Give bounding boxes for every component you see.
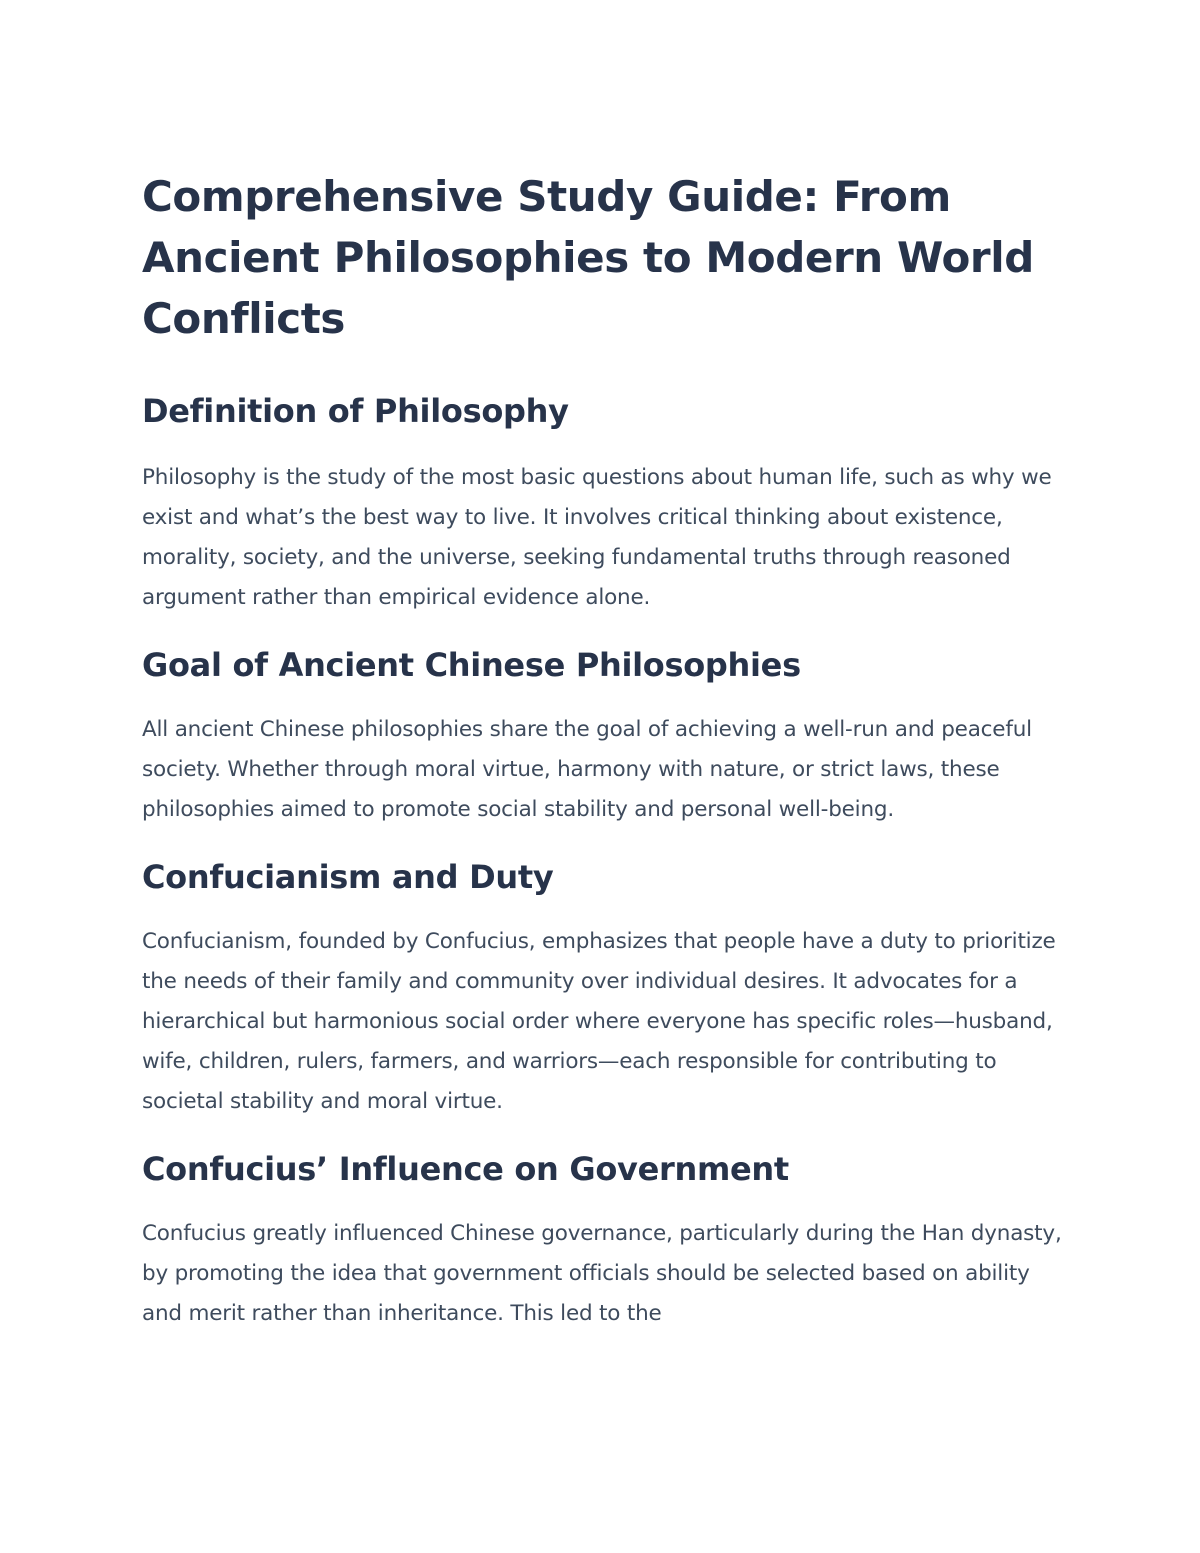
section-heading-confucius-influence-on-government: Confucius’ Influence on Government [142,1150,789,1188]
section-body-goal-of-ancient-chinese-philosophies: All ancient Chinese philosophies share the goal of achieving a well-run and peaceful society. Whether through moral virtue, harmony with nature, or strict laws, these philosophies aimed to promote social stability and personal well-being. [142,717,1032,822]
section-body-definition-of-philosophy: Philosophy is the study of the most basic questions about human life, such as why we exist and what’s the best way to live. It involves critical thinking about existence, morality, society, and the universe, seeking fundamental truths through reasoned argument rather than empirical evidence alone. [142,465,1052,610]
section-body-confucius-influence-on-government: Confucius greatly influenced Chinese governance, particularly during the Han dynasty, by promoting the idea that government officials should be selected based on ability and merit rather than inheritance. This led to the [142,1221,1062,1326]
section-heading-definition-of-philosophy: Definition of Philosophy [142,392,569,430]
section-heading-goal-of-ancient-chinese-philosophies: Goal of Ancient Chinese Philosophies [142,646,801,684]
section-body-confucianism-and-duty: Confucianism, founded by Confucius, emphasizes that people have a duty to prioritize the needs of their family and community over individual desires. It advocates for a hierarchical but harmonious social order where everyone has specific roles—husband, wife, children, rulers, farmers, and warriors—each responsible for contributing to societal stability and moral virtue. [142,929,1056,1114]
document-title: Comprehensive Study Guide: From Ancient Philosophies to Modern World Conflicts [142,172,1034,343]
document-page [142,166,1072,1334]
section-heading-confucianism-and-duty: Confucianism and Duty [142,858,554,896]
